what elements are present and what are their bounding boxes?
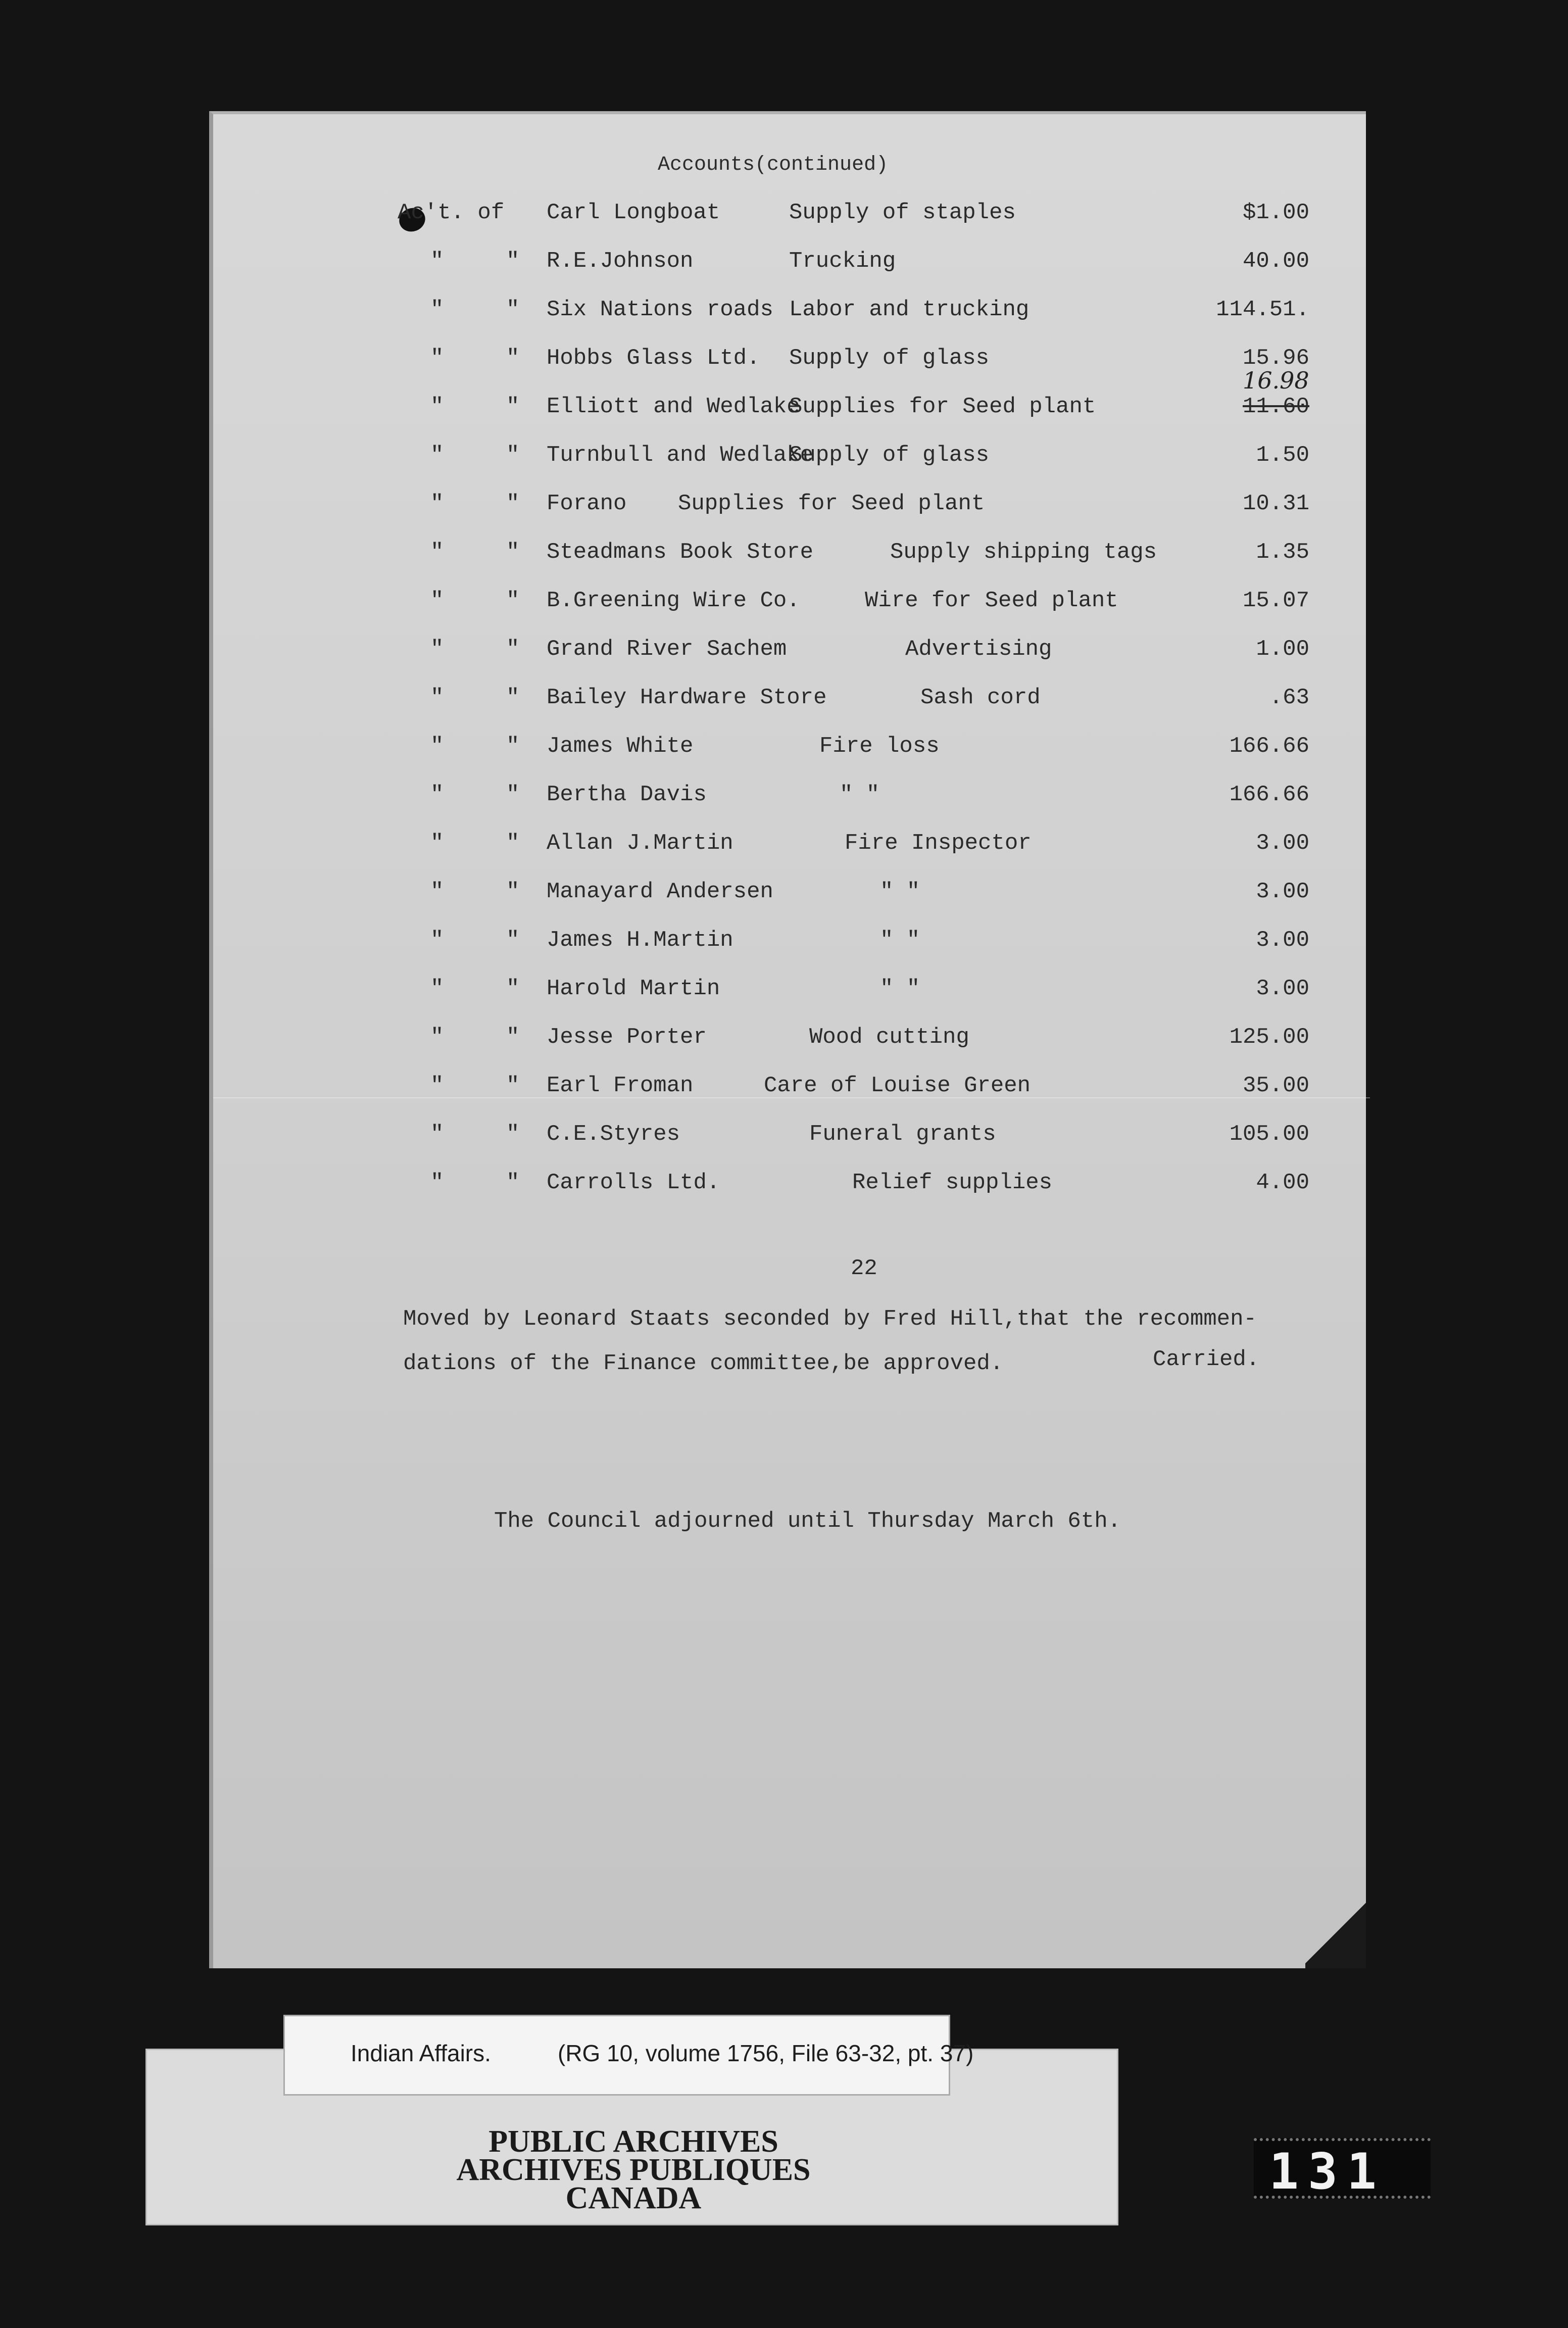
row-ditto: " — [430, 346, 444, 371]
list-item — [213, 976, 1370, 1011]
row-purpose: Sash cord — [920, 685, 1041, 710]
row-ditto: " — [506, 249, 520, 274]
row-amount: 15.96 — [1242, 346, 1309, 371]
row-purpose: Wood cutting — [809, 1025, 969, 1050]
list-item — [213, 782, 1370, 817]
list-item — [213, 346, 1370, 381]
row-ditto: " — [430, 637, 444, 662]
row-ditto: " — [430, 685, 444, 710]
row-ditto: " — [430, 588, 444, 613]
row-payee: Jesse Porter — [547, 1025, 707, 1050]
adjournment-note: The Council adjourned until Thursday March 6th. — [494, 1509, 1121, 1534]
row-purpose: Trucking — [789, 249, 896, 274]
row-payee: R.E.Johnson — [547, 249, 694, 274]
row-ditto: " — [506, 1170, 520, 1195]
row-ditto: " — [506, 1025, 520, 1050]
list-item — [213, 297, 1370, 332]
row-purpose: " " — [840, 782, 880, 807]
row-ditto: " — [430, 491, 444, 516]
motion-line-2: dations of the Finance committee,be approved. — [403, 1351, 1004, 1376]
list-item — [213, 200, 1370, 235]
list-item — [213, 540, 1370, 575]
list-item — [213, 394, 1370, 429]
row-ditto: " — [430, 540, 444, 565]
row-purpose: " " — [880, 976, 920, 1001]
row-ditto: " — [506, 782, 520, 807]
row-ditto: " — [506, 1073, 520, 1098]
row-ditto: " — [506, 540, 520, 565]
row-amount: 3.00 — [1256, 976, 1309, 1001]
motion-line-1: Moved by Leonard Staats seconded by Fred Hill,that the recommen- — [403, 1306, 1257, 1332]
archive-name-line-2: ARCHIVES PUBLIQUES — [456, 2153, 811, 2187]
row-ditto: " — [506, 491, 520, 516]
list-item — [213, 831, 1370, 866]
row-purpose: Supply shipping tags — [890, 540, 1157, 565]
list-item — [213, 1073, 1370, 1108]
handwritten-correction: 16.98 — [1243, 367, 1309, 394]
row-amount: 1.50 — [1256, 443, 1309, 468]
row-ditto: " — [430, 394, 444, 419]
row-payee: Hobbs Glass Ltd. — [547, 346, 760, 371]
archive-name-line-1: PUBLIC ARCHIVES — [488, 2124, 778, 2159]
row-purpose: Supplies for Seed plant — [789, 394, 1096, 419]
row-purpose: Care of Louise Green — [764, 1073, 1031, 1098]
row-ditto: " — [430, 1170, 444, 1195]
row-amount: 4.00 — [1256, 1170, 1309, 1195]
row-payee: Elliott and Wedlake — [547, 394, 800, 419]
row-purpose: Supply of glass — [789, 443, 990, 468]
row-payee: Carrolls Ltd. — [547, 1170, 720, 1195]
row-ditto: " — [506, 879, 520, 904]
row-amount: 40.00 — [1242, 249, 1309, 274]
list-item — [213, 879, 1370, 914]
frame-counter — [1254, 2138, 1431, 2199]
row-ditto: " — [430, 249, 444, 274]
list-item — [213, 928, 1370, 963]
row-amount: 10.31 — [1242, 491, 1309, 516]
row-purpose: Advertising — [905, 637, 1052, 662]
row-ditto: " — [430, 1122, 444, 1147]
row-purpose: Labor and trucking — [789, 297, 1030, 322]
row-payee: Manayard Andersen — [547, 879, 773, 904]
archive-label — [145, 2040, 1118, 2225]
row-purpose: Supply of glass — [789, 346, 990, 371]
row-purpose: Supplies for Seed plant — [678, 491, 985, 516]
row-ditto: " — [506, 734, 520, 759]
list-item — [213, 1025, 1370, 1060]
item-number: 22 — [851, 1256, 877, 1281]
archive-name-line-3: CANADA — [565, 2181, 702, 2215]
row-ditto: " — [506, 443, 520, 468]
row-payee: Carl Longboat — [547, 200, 720, 225]
row-amount: 1.35 — [1256, 540, 1309, 565]
list-item — [213, 685, 1370, 720]
row-ditto: " — [506, 297, 520, 322]
row-payee: Six Nations roads — [547, 297, 773, 322]
row-payee: Harold Martin — [547, 976, 720, 1001]
row-purpose: " " — [880, 928, 920, 953]
row-ditto: " — [506, 394, 520, 419]
row-amount: 35.00 — [1242, 1073, 1309, 1098]
row-purpose: Wire for Seed plant — [865, 588, 1118, 613]
list-item — [213, 249, 1370, 284]
fold-line — [213, 1097, 1370, 1098]
row-purpose: Funeral grants — [809, 1122, 996, 1147]
row-payee: Earl Froman — [547, 1073, 694, 1098]
archive-collection: Indian Affairs. — [351, 2040, 491, 2066]
row-ditto: " — [430, 734, 444, 759]
row-ditto: " — [430, 1025, 444, 1050]
row-payee: James White — [547, 734, 694, 759]
row-ditto: " — [506, 1122, 520, 1147]
list-item — [213, 734, 1370, 769]
row-purpose: Relief supplies — [852, 1170, 1053, 1195]
row-amount: 3.00 — [1256, 879, 1309, 904]
row-ditto: " — [430, 879, 444, 904]
row-ditto: " — [430, 443, 444, 468]
row-ditto: " — [430, 928, 444, 953]
row-ditto: " — [506, 928, 520, 953]
row-ditto: " — [430, 297, 444, 322]
row-payee: Bailey Hardware Store — [547, 685, 827, 710]
row-purpose: Supply of staples — [789, 200, 1016, 225]
row-ditto: " — [506, 637, 520, 662]
row-prefix: Ac't. of — [398, 200, 505, 225]
row-ditto: " — [506, 588, 520, 613]
row-payee: Bertha Davis — [547, 782, 707, 807]
row-payee: Allan J.Martin — [547, 831, 733, 856]
list-item — [213, 491, 1370, 526]
document-page — [209, 111, 1366, 1968]
row-payee: Steadmans Book Store — [547, 540, 814, 565]
page-corner-fold — [1305, 1898, 1366, 1968]
row-payee: Turnbull and Wedlake — [547, 443, 814, 468]
row-amount: .63 — [1269, 685, 1309, 710]
row-ditto: " — [430, 1073, 444, 1098]
row-amount: 3.00 — [1256, 928, 1309, 953]
row-amount: 15.07 — [1242, 588, 1309, 613]
row-payee: C.E.Styres — [547, 1122, 680, 1147]
row-purpose: Fire loss — [819, 734, 940, 759]
row-ditto: " — [506, 685, 520, 710]
row-amount: 105.00 — [1229, 1122, 1309, 1147]
row-ditto: " — [506, 976, 520, 1001]
row-amount: 114.51. — [1216, 297, 1309, 322]
row-ditto: " — [430, 831, 444, 856]
row-amount: $1.00 — [1242, 200, 1309, 225]
motion-result: Carried. — [1153, 1347, 1260, 1372]
row-purpose: " " — [880, 879, 920, 904]
row-amount: 3.00 — [1256, 831, 1309, 856]
row-ditto: " — [430, 782, 444, 807]
list-item — [213, 588, 1370, 623]
row-payee: James H.Martin — [547, 928, 733, 953]
row-payee: Forano — [547, 491, 627, 516]
row-amount: 1.00 — [1256, 637, 1309, 662]
row-ditto: " — [506, 831, 520, 856]
list-item — [213, 637, 1370, 672]
row-ditto: " — [430, 976, 444, 1001]
archive-reference: (RG 10, volume 1756, File 63-32, pt. 37) — [558, 2040, 974, 2066]
archive-reference-slip — [283, 2015, 974, 2096]
row-ditto: " — [506, 346, 520, 371]
list-item — [213, 1170, 1370, 1205]
frame-number: 131 — [1269, 2143, 1386, 2201]
list-item — [213, 1122, 1370, 1157]
page-title: Accounts(continued) — [658, 154, 889, 176]
row-amount: 166.66 — [1229, 734, 1309, 759]
row-amount: 166.66 — [1229, 782, 1309, 807]
row-amount-struck: 11.60 — [1242, 394, 1309, 419]
row-payee: B.Greening Wire Co. — [547, 588, 800, 613]
row-payee: Grand River Sachem — [547, 637, 787, 662]
list-item — [213, 443, 1370, 478]
row-purpose: Fire Inspector — [845, 831, 1032, 856]
row-amount: 125.00 — [1229, 1025, 1309, 1050]
